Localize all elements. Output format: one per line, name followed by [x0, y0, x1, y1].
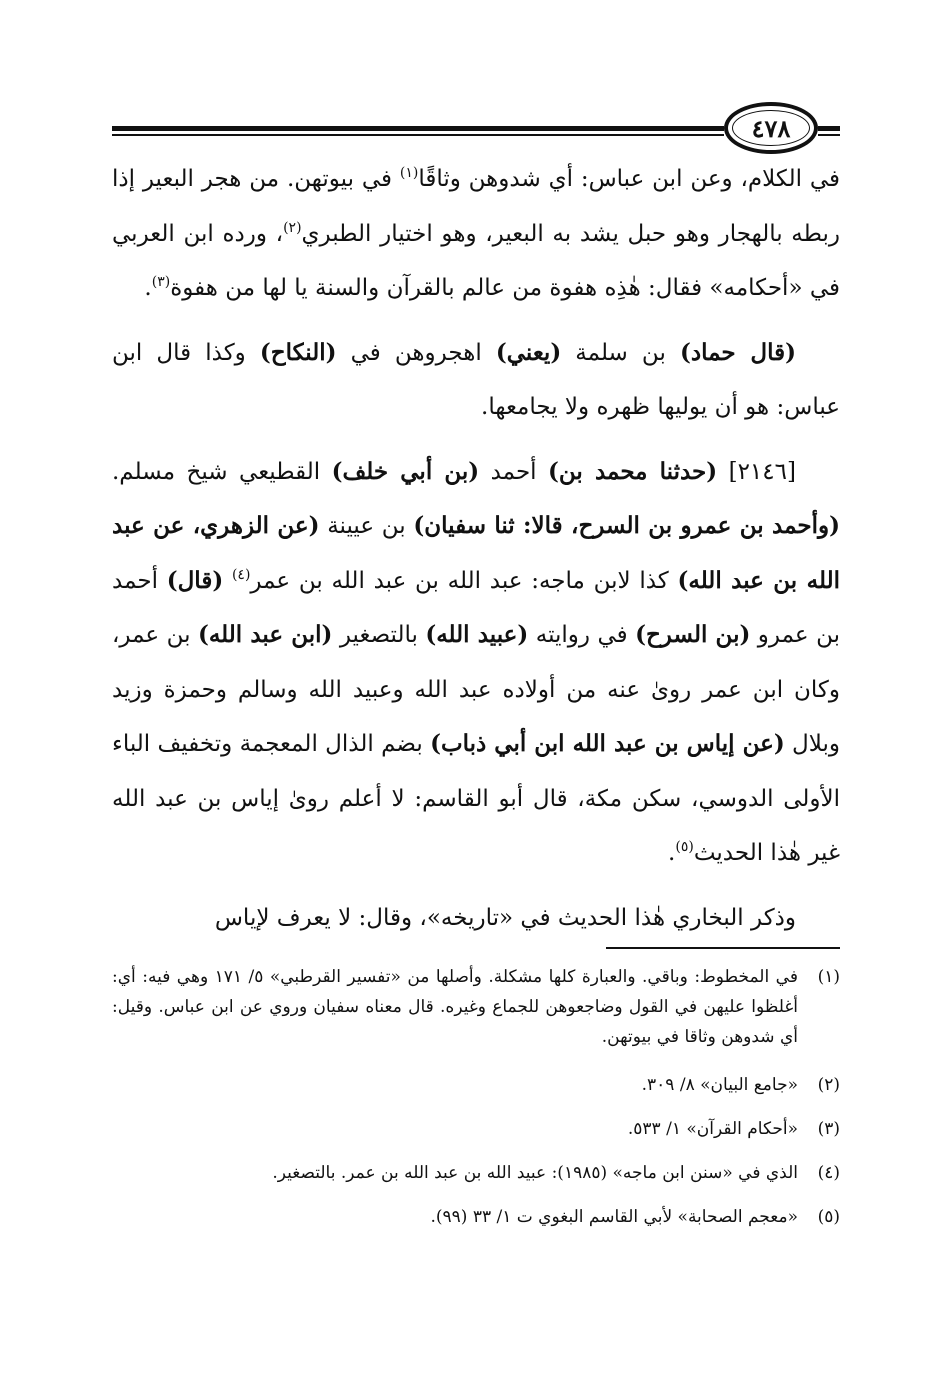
text-run: أحمد	[479, 458, 549, 485]
header-rule-right-thin	[818, 134, 840, 136]
bold-run: (عن الزهري، عن عبد الله بن عبد الله)	[112, 512, 840, 594]
hadith-number: [٢١٤٦]	[717, 458, 796, 485]
bold-run: (بن أبي خلف)	[331, 457, 480, 485]
footnote-ref-4: (٤)	[231, 566, 251, 583]
footnote-ref-3: (٣)	[151, 274, 171, 290]
page-number: ٤٧٨	[751, 113, 791, 143]
bold-run: (يعني)	[495, 338, 562, 366]
text-run: ، ورده ابن العربي في «أحكامه» فقال: هٰذِه هفوة من عالم بالقرآن والسنة يا لها من هفوة	[112, 220, 840, 301]
footnote-text: «معجم الصحابة» لأبي القاسم البغوي ت ١/ ٣٣ (٩٩).	[430, 1207, 798, 1227]
header-rule-thick	[112, 126, 724, 131]
bold-run: (قال حماد)	[679, 338, 796, 366]
text-run: في روايته	[528, 622, 636, 648]
header-rule-thin	[112, 134, 724, 136]
text-run: بضم الذال المعجمة وتخفيف الباء الأولى الدوسي، سكن مكة، قال أبو القاسم: لا أعلم روىٰ إياس بن عبد الله غير هٰذا الحديث	[112, 731, 840, 866]
footnote-ref-2: (٢)	[283, 219, 302, 236]
footnote-ref-5: (٥)	[675, 839, 694, 855]
header-rule-right	[818, 126, 840, 131]
footnote-separator	[606, 947, 840, 949]
text-run: بن سلمة	[561, 339, 680, 366]
bold-run: (النكاح)	[259, 338, 337, 366]
bold-run: (عن إياس بن عبد الله ابن أبي ذباب)	[430, 730, 785, 757]
paragraph-2	[112, 326, 840, 435]
text-run: أحمد بن عمرو	[112, 567, 840, 648]
footnote-3	[112, 1114, 840, 1144]
footnote-number: (٥)	[817, 1207, 840, 1227]
text-run: القطيعي شيخ مسلم.	[112, 458, 332, 485]
paragraph-3	[112, 445, 840, 881]
text-run: بن عيينة	[319, 513, 414, 539]
text-run: .	[144, 275, 152, 301]
footnote-text: «أحكام القرآن» ١/ ٥٣٣.	[627, 1119, 798, 1139]
paragraph-4	[112, 891, 840, 946]
text-run: وذكر البخاري هٰذا الحديث في «تاريخه»، وقال: لا يعرف لإياس	[214, 904, 796, 931]
text-run: وكذا قال ابن عباس: هو أن يوليها ظهره ولا يجامعها.	[112, 339, 840, 420]
text-run	[223, 568, 232, 594]
footnote-number: (١)	[817, 967, 840, 987]
text-run: في الكلام، وعن ابن عباس: أي شدوهن وثاقًا	[418, 166, 840, 192]
footnote-1	[112, 962, 840, 1052]
bold-run: (بن السرح)	[635, 621, 751, 648]
footnote-4	[112, 1158, 840, 1188]
bold-run: (حدثنا محمد بن)	[548, 457, 718, 485]
footnotes	[112, 962, 840, 1246]
footnote-number: (٣)	[817, 1119, 840, 1139]
page-number-badge	[724, 102, 818, 154]
text-run: كذا لابن ماجه: عبد الله بن عبد الله بن عمر	[250, 567, 678, 594]
footnote-number: (٤)	[817, 1163, 840, 1183]
footnote-ref-1: (١)	[399, 165, 419, 181]
bold-run: (عبيد الله)	[425, 621, 529, 648]
footnote-text: في المخطوط: وباقي. والعبارة كلها مشكلة. وأصلها من «تفسير القرطبي» ٥/ ١٧١ وهي فيه: أي: أغلظوا عليهن في القول وضاجعوهن للجماع وغيره. قال معناه سفيان وروي عن ابن عباس. وقيل: أي شدوهن وثاقا في بيوتهن.	[112, 967, 798, 1047]
footnote-text: «جامع البيان» ٨/ ٣٠٩.	[641, 1075, 798, 1095]
footnote-5	[112, 1202, 840, 1232]
bold-run: (وأحمد بن عمرو بن السرح، قالا: ثنا سفيان)	[413, 512, 840, 539]
text-run: بن عمر، وكان ابن عمر روىٰ عنه من أولاده عبد الله وعبيد الله وسالم وحمزة وزيد وبلال	[112, 622, 840, 757]
footnote-2	[112, 1070, 840, 1100]
footnote-text: الذي في «سنن ابن ماجه» (١٩٨٥): عبيد الله بن عبد الله بن عمر. بالتصغير.	[272, 1163, 798, 1183]
text-run: بالتصغير	[332, 622, 426, 648]
text-run: اهجروهن في	[336, 339, 496, 366]
text-run: .	[668, 840, 676, 866]
bold-run: (ابن عبد الله)	[197, 621, 333, 648]
main-text	[112, 152, 840, 945]
footnote-number: (٢)	[817, 1075, 840, 1095]
bold-run: (قال)	[166, 566, 224, 594]
paragraph-1	[112, 152, 840, 316]
text-run: في بيوتهن. من هجر البعير إذا ربطه بالهجار وهو حبل يشد به البعير، وهو اختيار الطبري	[112, 166, 841, 247]
